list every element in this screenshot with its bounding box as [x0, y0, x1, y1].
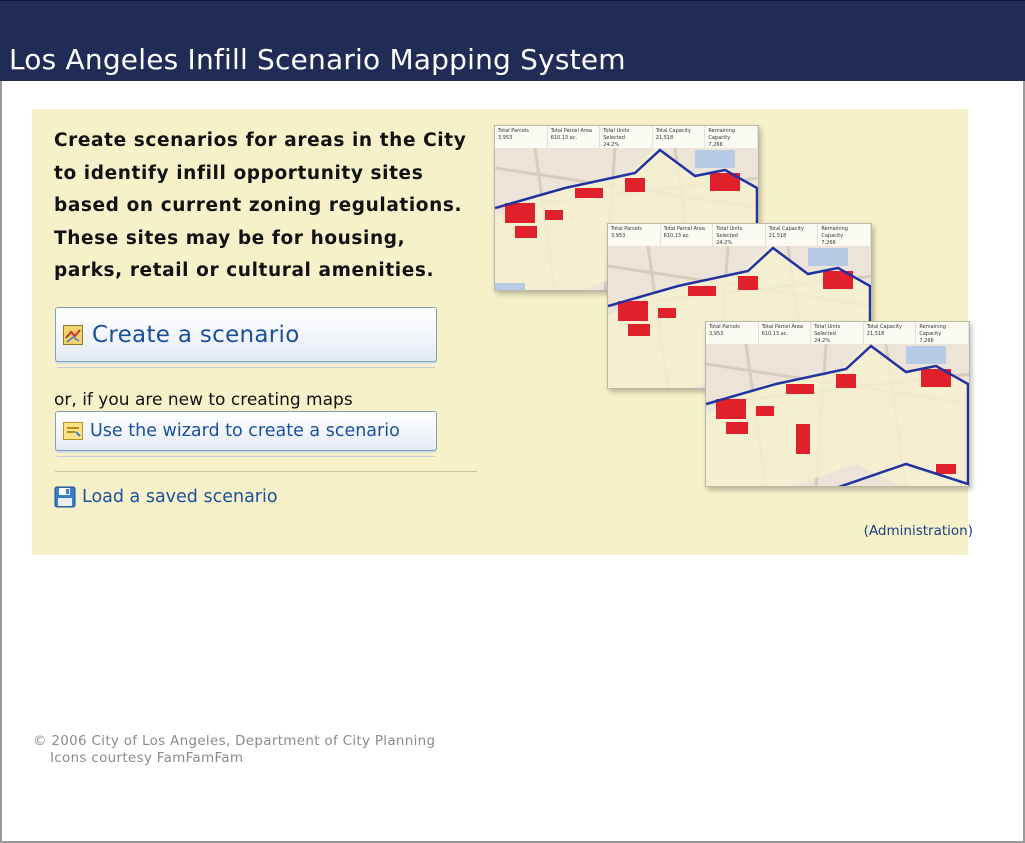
or-text: or, if you are new to creating maps — [54, 390, 353, 410]
intro-text: Create scenarios for areas in the City to identify infill opportunity sites based on current zoning regulations. These sites may be for housing, parks, retail or cultural amenities. — [54, 130, 467, 281]
main-panel — [32, 109, 973, 555]
wizard-icon — [63, 422, 83, 440]
create-scenario-label: Create a scenario — [92, 321, 300, 348]
administration-link[interactable]: (Administration) — [863, 523, 973, 539]
map-icon — [63, 325, 83, 345]
wizard-label: Use the wizard to create a scenario — [90, 421, 400, 441]
footer — [33, 733, 435, 767]
floppy-disk-icon — [54, 486, 76, 508]
header-bar — [0, 0, 1025, 81]
wizard-button[interactable] — [55, 411, 437, 451]
app-title: Los Angeles Infill Scenario Mapping System — [9, 43, 626, 76]
preview-map-3 — [705, 321, 970, 487]
button-shadow-line — [57, 367, 435, 368]
map-stats-bar: Total Parcels 3,953 Total Parcel Area 610.13 ac. Total Units Selected 24.2% Total Capacity 21,518 Remaining Capacity 7,266 — [706, 322, 969, 345]
create-scenario-button[interactable] — [55, 307, 437, 362]
load-saved-label: Load a saved scenario — [82, 487, 278, 507]
map-image — [706, 344, 970, 487]
map-stats-bar: Total Parcels 3,953 Total Parcel Area 610.13 ac. Total Units Selected 24.2% Total Capacity 21,518 Remaining Capacity 7,266 — [608, 224, 871, 247]
icons-credit-text: Icons courtesy FamFamFam — [50, 750, 244, 766]
copyright-text: © 2006 City of Los Angeles, Department of City Planning — [33, 733, 436, 749]
divider — [55, 471, 477, 472]
button-shadow-line — [57, 456, 435, 457]
load-saved-scenario-link[interactable] — [54, 486, 278, 508]
map-stats-bar: Total Parcels 3,953 Total Parcel Area 610.13 ac. Total Units Selected 24.2% Total Capacity 21,518 Remaining Capacity 7,266 — [495, 126, 758, 149]
